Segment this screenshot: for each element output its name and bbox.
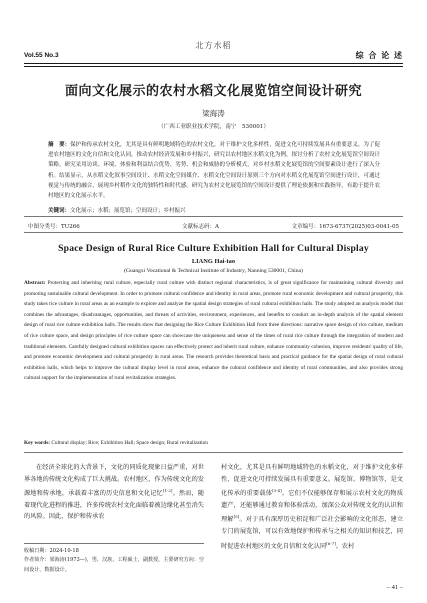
citation: [1-2] — [162, 488, 173, 494]
body-column-left — [24, 462, 204, 523]
body-text: 。对于具有深厚历史积淀和广泛社会影响的文化形态，建立专门的展览馆，可以有效地保护和传承与之相关的知识和技艺，同时促进农村地区的文化自信和文化认同 — [221, 516, 404, 550]
header-rule — [24, 63, 403, 64]
author-bio: 作者简介：梁海涛(1973—)，男，汉族，工程硕士，副教授，主要研究方向：空间设计，数据设计。 — [24, 557, 204, 573]
keywords-cn — [48, 206, 380, 214]
affiliation-cn: （广西工业职业技术学院，南宁 530001） — [158, 124, 269, 130]
volume-issue: Vol.55 No.3 — [24, 52, 59, 59]
classification-number: 中图分类号：TU266 — [28, 224, 80, 230]
header-rule-thin — [24, 66, 403, 67]
body-text: 。它们不仅能够保存和展示农村文化的物质遗产，还能够通过教育和体验活动，加深公众对传统文化的认识和理解 — [221, 490, 404, 524]
article-title-en: Space Design of Rural Rice Culture Exhibition Hall for Cultural Display — [58, 243, 369, 254]
keywords-label-cn: 关键词： — [48, 208, 71, 214]
keywords-text-en: Cultural display; Rice; Exhibition Hall; Space design; Rural revitalization — [51, 440, 208, 446]
meta-rule-bottom — [24, 232, 403, 233]
article-title-cn: 面向文化展示的农村水稻文化展览馆空间设计研究 — [64, 84, 362, 99]
citation: [6-7] — [326, 540, 336, 546]
meta-rule-top — [24, 216, 403, 217]
citation: [5] — [233, 514, 240, 520]
body-rule — [24, 452, 403, 453]
body-column-right — [221, 462, 403, 552]
body-text: 村文化，尤其是具有鲜明地域特色的水稻文化，对于维护文化多样性、促进文化可持续发展具有重要意义。展览馆、博物馆等，是文化传承的重要载体 — [221, 464, 403, 498]
section-label: 综 合 论 述 — [355, 50, 403, 60]
keywords-en — [24, 440, 403, 446]
received-date: 收稿日期：2024-10-18 — [24, 548, 79, 554]
keywords-text-cn: 文化展示；水稻；展览馆；空间设计；乡村振兴 — [70, 208, 186, 214]
document-code: 文献标志码：A — [182, 224, 219, 230]
article-number: 文章编号：1673-6737(2025)03-0041-05 — [291, 224, 399, 230]
citation: [3-4] — [272, 488, 282, 494]
abstract-text-cn: 保护和传承农村文化，尤其是具有鲜明地域特色的农村文化，对于维护文化多样性，促进文化可持续发展具有重要意义。为了促进农村地区的文化自信和文化认同，推动农村经济发展和乡村振兴，研究以农村地区水稻文化为例，探讨分析了农村文化展览馆空间设计策略。研究采用访谈、环境、体验和利益结合优势、劣势、机会和威胁的分析模式，对乡村水稻文化展览馆的空间要素设计进行了深入分析。结果显示，从水稻文化叙事空间设计、水稻文化空间媒介、水稻文化空间设计原则三个方向对水稻文化展览馆空间进行设计，可通过视觉与传统的融合，展现乡村稻作文化的独特性和时代感。研究为农村文化展览馆的空间设计提供了理论依据和实践指导，有助于提升农村地区的文化展示水平。 — [48, 142, 380, 200]
body-text: 。农村 — [335, 542, 355, 550]
abstract-cn — [48, 140, 380, 201]
footnote — [24, 547, 206, 575]
page-number: – 41 – — [386, 584, 403, 591]
abstract-label-en: Abstract: — [24, 280, 46, 286]
author-en: LIANG Hai-tao — [191, 258, 236, 265]
footnote-rule — [24, 543, 204, 544]
author-cn: 梁海涛 — [202, 109, 225, 118]
affiliation-en: (Guangxi Vocational & Technical Institute of Industry, Nanning 530001, China) — [124, 268, 303, 274]
abstract-label-cn: 摘 要： — [48, 142, 71, 148]
abstract-en — [24, 278, 403, 384]
abstract-text-en: Protecting and inheriting rural culture, especially rural culture with distinct regional characteristics, is of great significance for maintaining cultural diversity and promoting sustainable cultural development. In order to promote cultural confidence and identity in rural areas, promote rural economic development and cultural prosperity, this study takes rice culture in rural areas as an example to explore and analyze the spatial design strategies of rural cultural exhibition halls. The study adopted an analysis model that combines the advantages, disadvantages, opportunities, and threats of activities, environment, experiences, and benefits to conduct an in-depth analysis of the spatial element design of rural rice culture exhibition halls. The results show that designing the Rice Culture Exhibition Hall from three directions: narrative space design of rice culture, medium of rice culture space, and design principles of rice culture space can showcase the uniqueness and sense of the times of rural rice culture through the integration of modern and traditional elements. Carefully designed cultural exhibition spaces can effectively protect and inherit rural culture, enhance community cohesion, improve residents' quality of life, and promote economic development and cultural prosperity in rural areas. The research provides theoretical basis and practical guidance for the spatial design of rural cultural exhibition halls, which helps to improve the cultural display level in rural areas, enhance the cultural confidence and identity of rural communities, and also provides strong cultural support for the implementation of rural revitalization strategies. — [24, 280, 403, 382]
body-text: 。然而，随着现代化进程的推进，许多传统农村文化面临着被边缘化甚至消失的风险。因此，保护和传承农 — [24, 490, 204, 521]
body-text: 在经济全球化的大背景下，文化的同质化现象日益严重，对世界各地的传统文化构成了巨大挑战。农村地区，作为传统文化的发源地和传承地，承载着丰富的历史信息和文化记忆 — [24, 464, 204, 498]
running-journal-title: 北方水稻 — [195, 41, 232, 50]
keywords-label-en: Key words: — [24, 440, 51, 446]
